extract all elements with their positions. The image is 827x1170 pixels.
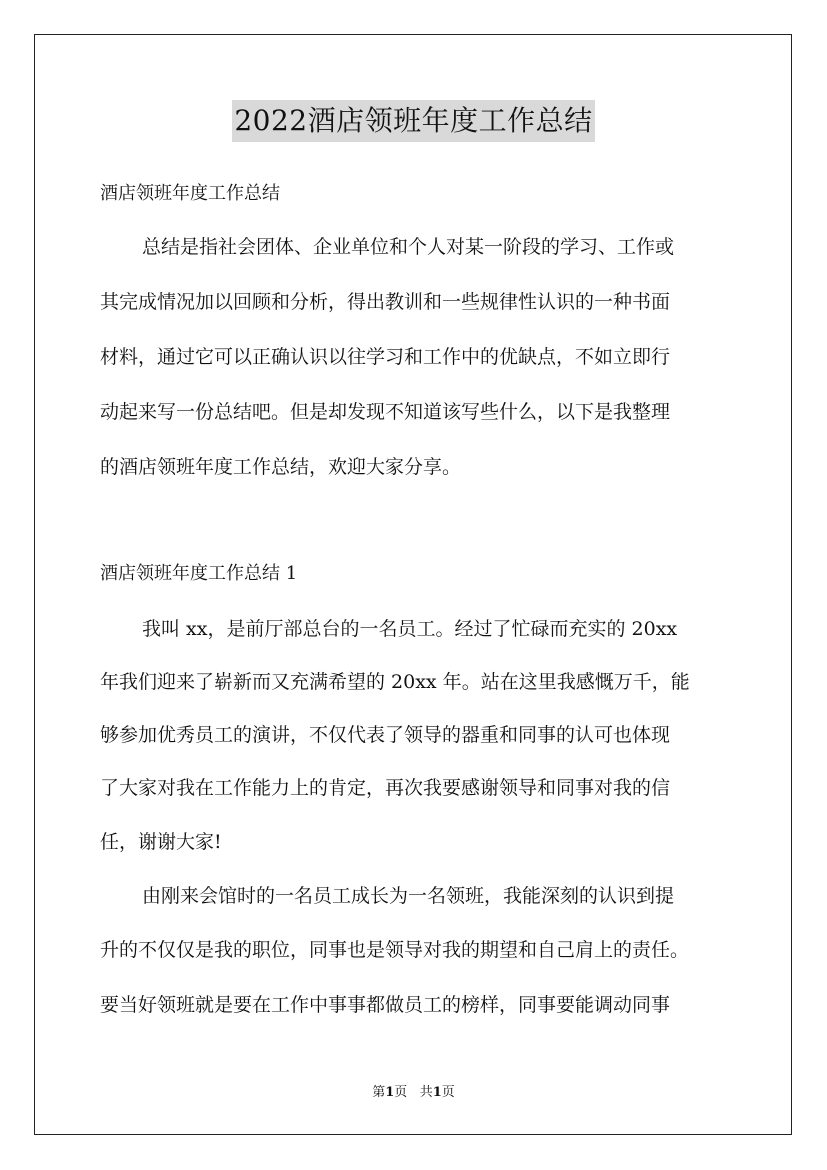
page-footer xyxy=(0,1084,827,1102)
paragraph-line: 要当好领班就是要在工作中事事都做员工的榜样，同事要能调动同事 xyxy=(100,994,671,1016)
paragraph-line: 年我们迎来了崭新而又充满希望的 20xx 年。站在这里我感慨万千，能 xyxy=(100,671,690,693)
paragraph-line: 由刚来会馆时的一名员工成长为一名领班，我能深刻的认识到提 xyxy=(142,885,675,907)
footer-middle: 页 共 xyxy=(394,1085,433,1100)
paragraph-line: 我叫 xx，是前厅部总台的一名员工。经过了忙碌而充实的 20xx xyxy=(142,618,678,640)
paragraph-line: 了大家对我在工作能力上的肯定，再次我要感谢领导和同事对我的信 xyxy=(100,777,671,799)
footer-suffix: 页 xyxy=(441,1085,455,1100)
document-title-text: 2022酒店领班年度工作总结 xyxy=(232,100,594,142)
paragraph-line: 动起来写一份总结吧。但是却发现不知道该写些什么，以下是我整理 xyxy=(100,401,671,423)
footer-total-pages: 1 xyxy=(432,1085,442,1100)
paragraph-line: 够参加优秀员工的演讲，不仅代表了领导的器重和同事的认可也体现 xyxy=(100,724,671,746)
paragraph-line: 的酒店领班年度工作总结，欢迎大家分享。 xyxy=(100,456,462,478)
paragraph-line: 材料，通过它可以正确认识以往学习和工作中的优缺点，不如立即行 xyxy=(100,346,671,368)
footer-prefix: 第 xyxy=(372,1085,386,1100)
paragraph-line: 任，谢谢大家! xyxy=(100,831,222,853)
section-heading-intro: 酒店领班年度工作总结 xyxy=(100,183,280,204)
footer-page-number: 1 xyxy=(385,1085,395,1100)
paragraph-line: 升的不仅仅是我的职位，同事也是领导对我的期望和自己肩上的责任。 xyxy=(100,939,690,961)
paragraph-line: 总结是指社会团体、企业单位和个人对某一阶段的学习、工作或 xyxy=(142,236,675,258)
paragraph-line: 其完成情况加以回顾和分析，得出教训和一些规律性认识的一种书面 xyxy=(100,291,671,313)
section-heading-1: 酒店领班年度工作总结 1 xyxy=(100,563,298,584)
document-title xyxy=(0,100,827,142)
